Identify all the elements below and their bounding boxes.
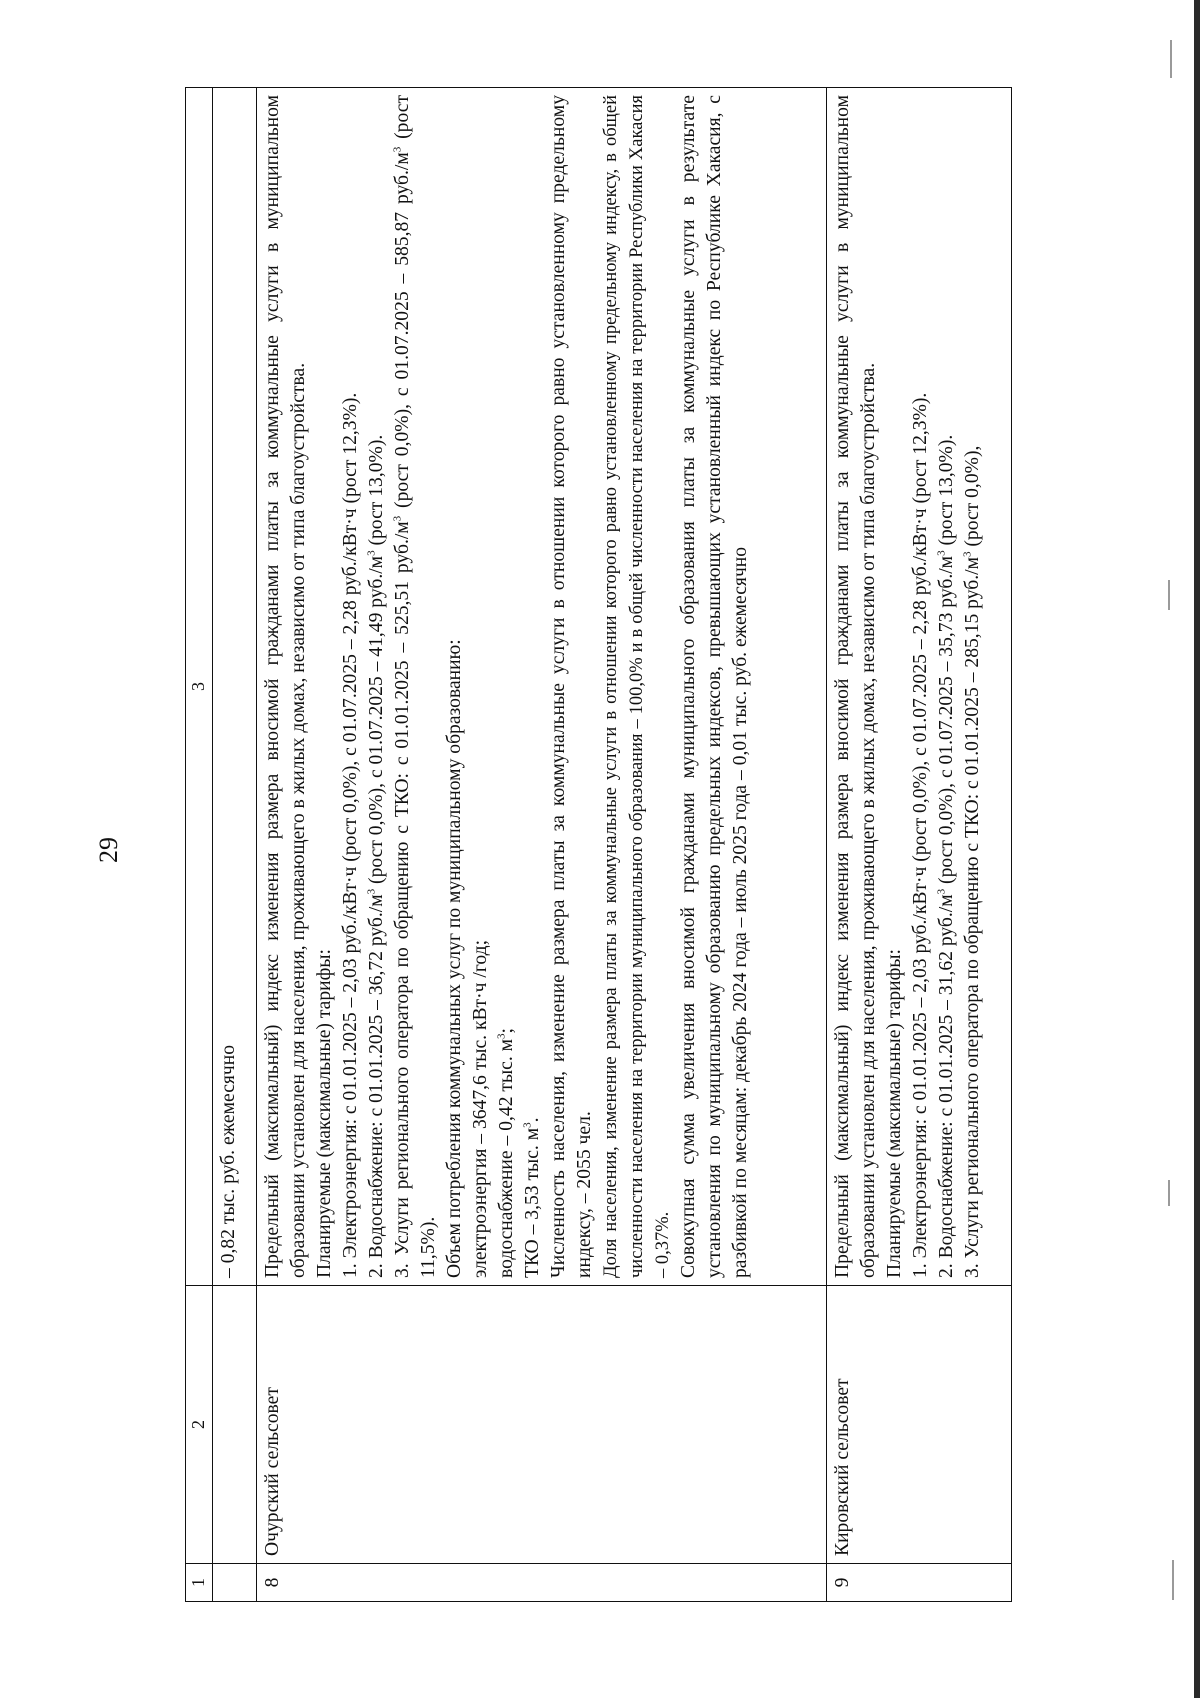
- tariff-tko: 3. Услуги регионального оператора по обращению с ТКО: с 01.01.2025 – 285,15 $руб./м^3$ (рост 0,0%),: [961, 445, 983, 1278]
- volume-water: водоснабжение – 0,42 тыс. $м^3$;: [495, 1028, 517, 1278]
- tariff-electricity: 1. Электроэнергия: с 01.01.2025 – 2,03 руб./кВт·ч (рост 0,0%), с 01.07.2025 – 2,28 руб./кВт·ч (рост 12,3%).: [909, 392, 931, 1278]
- tariff-tko: 3. Услуги регионального оператора по обращению с ТКО: с 01.01.2025 – 525,51 $руб./м^3$ (рост 0,0%), с 01.07.2025 – 585,87 $руб./м^3$ (рост 11,5%).: [391, 94, 439, 1278]
- row-number: 8: [257, 1564, 827, 1602]
- volume-electricity: электроэнергия – 3647,6 тыс. кВт·ч /год;: [470, 939, 491, 1278]
- tariff-table: [185, 87, 1012, 1602]
- header-cell-3: 3: [186, 88, 213, 1286]
- index-intro: Предельный (максимальный) индекс изменения размера вносимой гражданами платы за коммунальные услуги в муниципальном образовании установлен для населения, проживающего в жилых домах, независимо от типа благоустройства.: [831, 95, 879, 1278]
- volume-heading: Объем потребления коммунальных услуг по муниципальному образованию:: [444, 639, 465, 1278]
- row-description: [257, 88, 827, 1286]
- scan-speck: [1172, 1560, 1174, 1600]
- table-row: [257, 88, 827, 1602]
- tariff-water: 2. Водоснабжение: с 01.01.2025 – 36,72 $руб./м^3$ (рост 0,0%), с 01.07.2025 – 41,49 $руб./м^3$ (рост 13,0%).: [365, 434, 387, 1278]
- scan-speck: [1168, 1180, 1170, 1206]
- table-row: [826, 88, 1011, 1602]
- total-increase-text: Совокупная сумма увеличения вносимой гражданами муниципального образования платы за коммунальные услуги в результате установления по муниципальному образованию предельных индексов, превышающих установленный индекс по Республике Хакасия, с разбивкой по месяцам: декабрь 2024 года – июль 2025 года – 0,01 тыс. руб. ежемесячно: [678, 95, 751, 1278]
- tariff-water: 2. Водоснабжение: с 01.01.2025 – 31,62 $руб./м^3$ (рост 0,0%), с 01.07.2025 – 35,73 $руб./м^3$ (рост 13,0%).: [935, 434, 957, 1278]
- population-text: Численность населения, изменение размера платы за коммунальные услуги в отношении которого равно установленному предельному индексу, – 2055 чел.: [548, 95, 595, 1278]
- scan-edge: [1194, 0, 1200, 1698]
- index-intro: Предельный (максимальный) индекс изменения размера вносимой гражданами платы за коммунальные услуги в муниципальном образовании установлен для населения, проживающего в жилых домах, независимо от типа благоустройства.: [262, 95, 309, 1278]
- population-share-text: Доля населения, изменение размера платы за коммунальные услуги в отношении которого равно установленному предельному индексу, в общей численности населения на территории муниципального образования – 100,0% и в общей численности населения на территории Республики Хакасия – 0,37%.: [601, 95, 673, 1278]
- row-description: [826, 88, 1011, 1286]
- rotated-document: [185, 87, 1012, 1602]
- tariffs-heading: Планируемые (максимальные) тарифы:: [314, 949, 335, 1278]
- volume-tko: ТКО – 3,53 тыс. $м^3$.: [521, 1117, 543, 1278]
- municipality-name: Кировский сельсовет: [826, 1286, 1011, 1564]
- row-number: 9: [826, 1564, 1011, 1602]
- page-number: 29: [94, 837, 123, 863]
- continuation-row: [213, 88, 257, 1602]
- municipality-name: Очурский сельсовет: [257, 1286, 827, 1564]
- header-cell-2: 2: [186, 1286, 213, 1564]
- header-cell-1: 1: [186, 1564, 213, 1602]
- tariffs-heading: Планируемые (максимальные) тарифы:: [883, 949, 905, 1278]
- table-header-row: [186, 88, 213, 1602]
- scan-speck: [1170, 40, 1172, 78]
- continuation-text: – 0,82 тыс. руб. ежемесячно: [213, 88, 257, 1286]
- tariff-electricity: 1. Электроэнергия: с 01.01.2025 – 2,03 руб./кВт·ч (рост 0,0%), с 01.07.2025 – 2,28 руб./кВт·ч (рост 12,3%).: [340, 392, 361, 1278]
- scan-speck: [1168, 580, 1170, 610]
